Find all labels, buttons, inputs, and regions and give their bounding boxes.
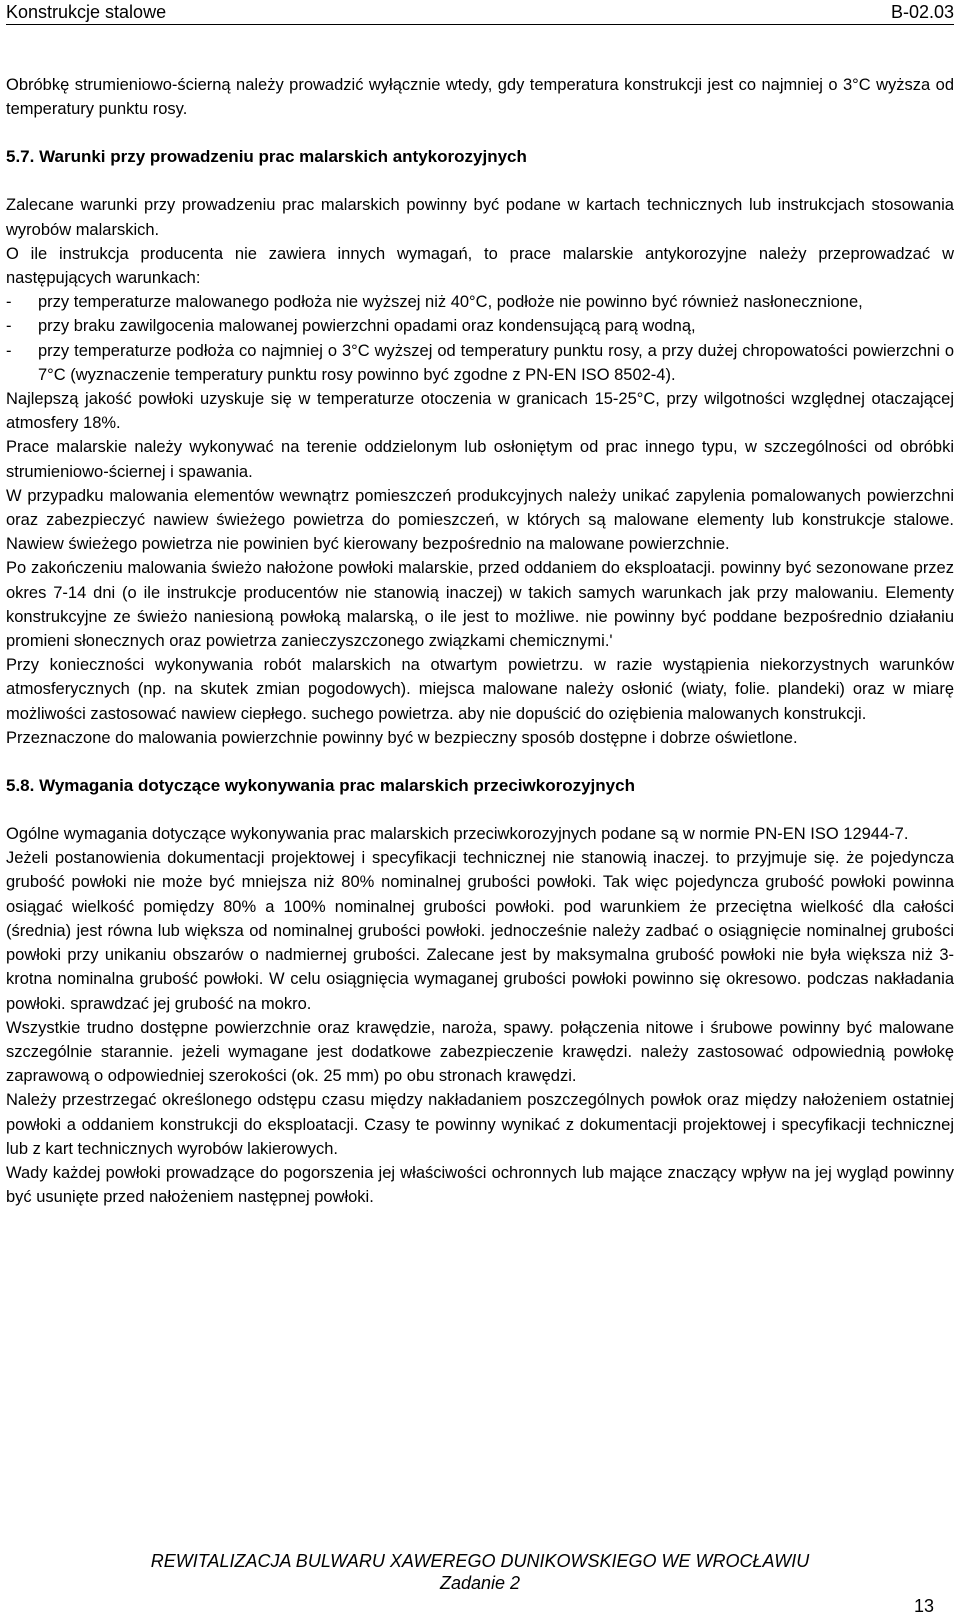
section-5-7-paragraph: W przypadku malowania elementów wewnątrz pomieszczeń produkcyjnych należy unikać zapylenia pomalowanych powierzchni oraz zabezpieczyć nawiew świeżego powietrza do pomieszczeń, w których są malowane elementy lub konstrukcje stalowe. Nawiew świeżego powietrza nie powinien być kierowany bezpośrednio na malowane powierzchnie. [6, 486, 954, 554]
header-left: Konstrukcje stalowe [6, 2, 167, 22]
document-page [6, 0, 954, 1209]
section-5-7-paragraph: Przeznaczone do malowania powierzchnie powinny być w bezpieczny sposób dostępne i dobrze oświetlone. [6, 728, 798, 747]
list-item: - przy temperaturze podłoża co najmniej o 3°C wyższej od temperatury punktu rosy, a przy dużej chropowatości powierzchni o 7°C (wyznaczenie temperatury punktu rosy powinno być zgodne z PN-EN ISO 8502-4). [6, 341, 954, 384]
section-5-8-heading: 5.8. Wymagania dotyczące wykonywania prac malarskich przeciwkorozyjnych [6, 776, 635, 796]
section-5-8-paragraph: Ogólne wymagania dotyczące wykonywania prac malarskich przeciwkorozyjnych podane są w normie PN-EN ISO 12944-7. [6, 825, 909, 844]
section-5-8-paragraph: Wady każdej powłoki prowadzące do pogorszenia jej właściwości ochronnych lub mające znaczący wpływ na jej wygląd powinny być usunięte przed nałożeniem następnej powłoki. [6, 1163, 954, 1207]
document-content [6, 73, 954, 1209]
section-5-7-paragraph: Zalecane warunki przy prowadzeniu prac malarskich powinny być podane w kartach technicznych lub instrukcjach stosowania wyrobów malarskich. [6, 196, 954, 239]
page-footer [0, 1550, 960, 1594]
page-header [6, 0, 954, 25]
section-5-7-paragraph: Po zakończeniu malowania świeżo nałożone powłoki malarskie, przed oddaniem do eksploatacji. powinny być sezonowane przez okres 7-14 dni (o ile instrukcje producentów nie stanowią inaczej) w takich samych warunkach jak przy malowaniu. Elementy konstrukcyjne ze świeżo naniesioną powłoką malarską, o ile jest to możliwe. nie powinny być poddane bezpośrednio działaniu promieni słonecznych oraz powietrza zanieczyszczonego związkami chemicznymi.' [6, 559, 954, 651]
intro-paragraph: Obróbkę strumieniowo-ścierną należy prowadzić wyłącznie wtedy, gdy temperatura konstrukcji jest co najmniej o 3°C wyższa od temperatury punktu rosy. [6, 76, 954, 119]
section-5-7-heading: 5.7. Warunki przy prowadzeniu prac malarskich antykorozyjnych [6, 147, 527, 167]
header-right: B-02.03 [890, 2, 954, 22]
page-number: 13 [913, 1596, 934, 1616]
section-5-7-paragraph: Przy konieczności wykonywania robót malarskich na otwartym powietrzu. w razie wystąpienia niekorzystnych warunków atmosferycznych (np. na skutek zmian pogodowych). miejsca malowane należy osłonić (wiaty, folie. plandeki) oraz w miarę możliwości zastosować nawiew ciepłego. suchego powietrza. aby nie dopuścić do oziębienia malowanych konstrukcji. [6, 656, 954, 723]
footer-task: Zadanie 2 [439, 1573, 521, 1593]
section-5-7-paragraph: O ile instrukcja producenta nie zawiera innych wymagań, to prace malarskie antykorozyjne należy przeprowadzać w następujących warunkach: [6, 244, 954, 288]
section-5-7-paragraph: Prace malarskie należy wykonywać na terenie oddzielonym lub osłoniętym od prac innego typu, w szczególności od obróbki strumieniowo-ściernej i spawania. [6, 438, 954, 481]
list-item: - przy braku zawilgocenia malowanej powierzchni opadami oraz kondensującą parą wodną, [6, 317, 696, 336]
footer-project-title: REWITALIZACJA BULWARU XAWEREGO DUNIKOWSKIEGO WE WROCŁAWIU [150, 1551, 810, 1571]
section-5-8-paragraph: Jeżeli postanowienia dokumentacji projektowej i specyfikacji technicznej nie stanowią inaczej. to przyjmuje się. że pojedyncza grubość powłoki nie może być mniejsza niż 80% nominalnej grubości powłoki. Tak więc pojedyncza grubość powłoki powinna osiągać wielkość pomiędzy 80% a 100% nominalnej grubości powłoki. pod warunkiem że przeciętna wielkość dla całości (średnia) jest równa lub większa od nominalnej grubości powłoki. jednocześnie należy zadbać o osiągnięcie nominalnej grubości powłoki przy unikaniu obszarów o nadmiernej grubości. Zalecane jest by maksymalna grubość powłoki nie była większa niż 3-krotna nominalna grubość powłoki. W celu osiągnięcia wymaganej grubości powłoki powinno się okresowo. podczas nakładania powłoki. sprawdzać jej grubość na mokro. [6, 849, 954, 1013]
section-5-7-paragraph: Najlepszą jakość powłoki uzyskuje się w temperaturze otoczenia w granicach 15-25°C, przy wilgotności względnej otaczającej atmosfery 18%. [6, 390, 954, 433]
section-5-8-paragraph: Wszystkie trudno dostępne powierzchnie oraz krawędzie, naroża, spawy. połączenia nitowe i śrubowe powinny być malowane szczególnie starannie. jeżeli wymagane jest dodatkowe zabezpieczenie krawędzi. należy zastosować odpowiednią powłokę zaprawową o odpowiedniej szerokości (ok. 25 mm) po obu stronach krawędzi. [6, 1018, 954, 1086]
section-5-8-paragraph: Należy przestrzegać określonego odstępu czasu między nakładaniem poszczególnych powłok oraz między nałożeniem ostatniej powłoki a oddaniem konstrukcji do eksploatacji. Czasy te powinny wynikać z dokumentacji projektowej i specyfikacji technicznej lub z kart technicznych wyrobów lakierowych. [6, 1091, 954, 1158]
list-item: - przy temperaturze malowanego podłoża nie wyższej niż 40°C, podłoże nie powinno być również nasłonecznione, [6, 293, 863, 312]
